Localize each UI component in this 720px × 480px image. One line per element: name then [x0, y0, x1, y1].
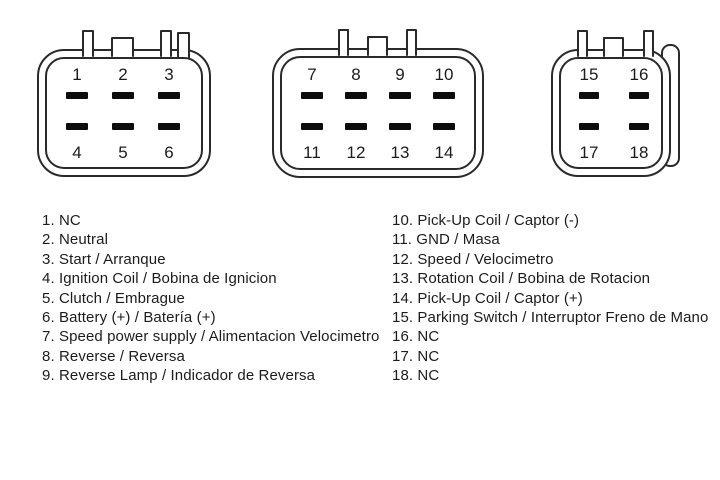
pin-slot-6	[158, 123, 180, 130]
connector-8pin	[273, 30, 483, 177]
alignment-tab	[407, 30, 416, 55]
pin-slot-15	[579, 92, 599, 99]
legend-item-4: 4. Ignition Coil / Bobina de Ignicion	[42, 270, 277, 288]
pin-number-17: 17	[579, 143, 599, 162]
connector-6pin	[38, 31, 210, 176]
legend-item-7: 7. Speed power supply / Alimentacion Velocimetro	[42, 328, 380, 346]
legend-column-left	[42, 211, 380, 386]
legend-item-9: 9. Reverse Lamp / Indicador de Reversa	[42, 367, 316, 385]
pin-number-16: 16	[629, 65, 649, 84]
pin-slot-3	[158, 92, 180, 99]
legend-item-15: 15. Parking Switch / Interruptor Freno de Mano	[392, 309, 709, 327]
legend-item-3: 3. Start / Arranque	[42, 250, 166, 268]
pin-slot-12	[345, 123, 367, 130]
pin-number-15: 15	[579, 65, 599, 84]
legend-item-1: 1. NC	[42, 212, 81, 229]
legend-item-10: 10. Pick-Up Coil / Captor (-)	[392, 212, 580, 229]
legend-item-17: 17. NC	[392, 347, 440, 365]
legend-item-18: 18. NC	[392, 367, 440, 385]
pin-number-3: 3	[164, 65, 174, 84]
pin-slot-14	[433, 123, 455, 130]
pin-number-12: 12	[346, 143, 366, 162]
pin-number-8: 8	[351, 65, 361, 84]
legend-item-2: 2. Neutral	[42, 231, 109, 249]
legend-item-6: 6. Battery (+) / Batería (+)	[42, 309, 216, 327]
pin-number-18: 18	[629, 143, 649, 162]
pin-slot-11	[301, 123, 323, 130]
pin-number-14: 14	[434, 143, 454, 162]
pin-slot-16	[629, 92, 649, 99]
pin-slot-7	[301, 92, 323, 99]
pin-number-4: 4	[72, 143, 82, 162]
pin-slot-2	[112, 92, 134, 99]
pin-slot-9	[389, 92, 411, 99]
legend-item-5: 5. Clutch / Embrague	[42, 289, 185, 307]
pin-number-2: 2	[118, 65, 128, 84]
alignment-tab	[644, 31, 653, 56]
center-key-tab	[368, 37, 387, 55]
legend-item-11: 11. GND / Masa	[392, 231, 500, 249]
pin-number-7: 7	[307, 65, 317, 84]
pin-slot-18	[629, 123, 649, 130]
connector-diagram	[0, 0, 720, 200]
legend-item-14: 14. Pick-Up Coil / Captor (+)	[392, 289, 583, 307]
center-key-tab	[112, 38, 133, 56]
connector-4pin	[552, 31, 679, 176]
alignment-tab	[339, 30, 348, 55]
pin-slot-5	[112, 123, 134, 130]
alignment-tab	[578, 31, 587, 56]
pin-number-9: 9	[395, 65, 405, 84]
pin-number-11: 11	[303, 143, 321, 162]
pin-slot-13	[389, 123, 411, 130]
legend-item-8: 8. Reverse / Reversa	[42, 347, 185, 365]
alignment-tab	[161, 31, 171, 56]
pin-number-13: 13	[390, 143, 410, 162]
pin-number-5: 5	[118, 143, 128, 162]
pin-slot-4	[66, 123, 88, 130]
legend-item-12: 12. Speed / Velocimetro	[392, 250, 554, 268]
pin-number-1: 1	[72, 65, 82, 84]
legend-item-16: 16. NC	[392, 328, 440, 346]
center-key-tab	[604, 38, 623, 56]
legend-item-13: 13. Rotation Coil / Bobina de Rotacion	[392, 270, 651, 288]
alignment-tab	[83, 31, 93, 56]
pin-slot-10	[433, 92, 455, 99]
legend-column-right	[392, 211, 708, 386]
pin-slot-17	[579, 123, 599, 130]
pin-slot-1	[66, 92, 88, 99]
pin-slot-8	[345, 92, 367, 99]
alignment-tab	[178, 33, 189, 60]
pin-number-6: 6	[164, 143, 174, 162]
pin-number-10: 10	[434, 65, 454, 84]
